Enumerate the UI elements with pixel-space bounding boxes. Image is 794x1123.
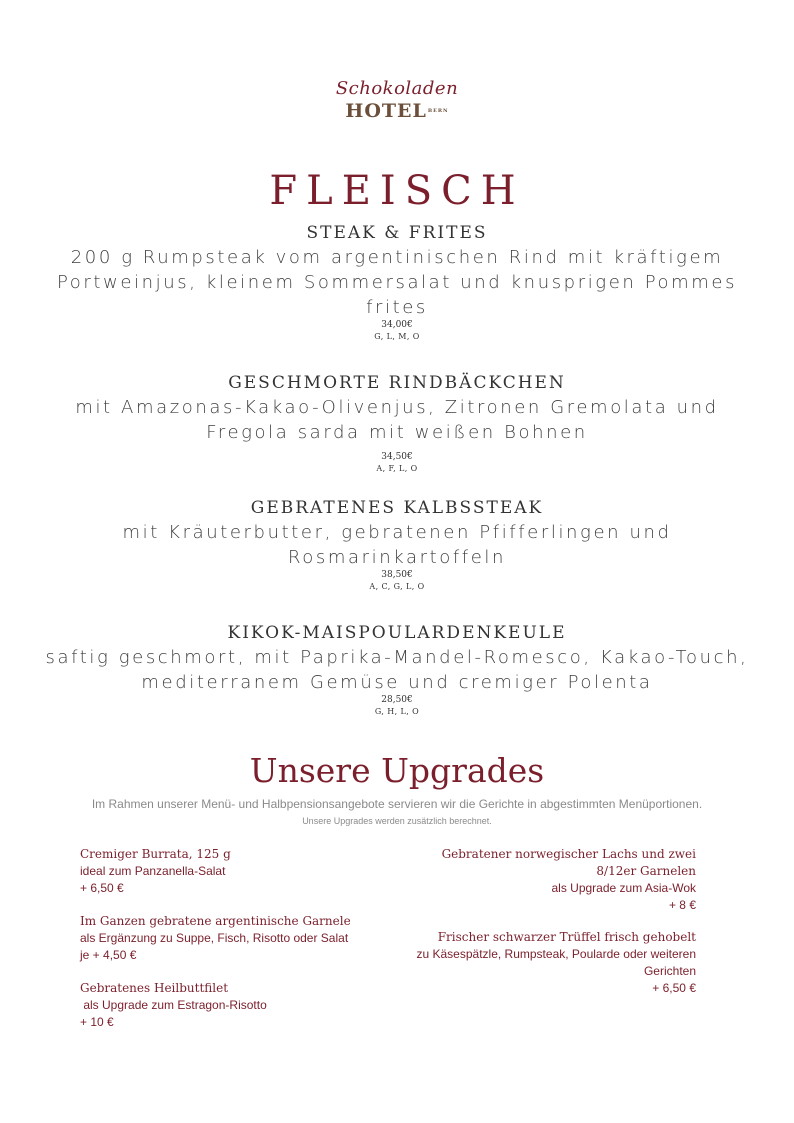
dish-kalbssteak xyxy=(40,496,754,592)
dish-price: 34,50€ xyxy=(381,452,413,462)
upgrades-note: Im Rahmen unserer Menü- und Halbpensionsangebote servieren wir die Gerichte in abgestimmten Menüportionen. xyxy=(91,797,703,811)
dish-name: STEAK & FRITES xyxy=(306,223,488,243)
upgrade-description: als Upgrade zum Estragon-Risotto xyxy=(80,998,267,1012)
upgrades-left-column xyxy=(80,846,390,1031)
upgrade-name: Im Ganzen gebratene argentinische Garnele xyxy=(80,914,351,928)
dish-maispoularde xyxy=(40,621,754,717)
upgrade-item xyxy=(366,929,696,997)
upgrade-name: Gebratener norwegischer Lachs und zwei 8/12er Garnelen xyxy=(441,847,696,878)
dish-description: mit Amazonas-Kakao-Olivenjus, Zitronen Gremolata und Fregola sarda mit weißen Bohnen xyxy=(75,397,719,443)
upgrades-surcharge-note: Unsere Upgrades werden zusätzlich berechnet. xyxy=(302,816,492,826)
upgrade-price: + 10 € xyxy=(80,1015,114,1029)
upgrade-item xyxy=(80,846,390,897)
upgrade-item xyxy=(80,913,390,964)
dish-description: mit Kräuterbutter, gebratenen Pfifferlingen und Rosmarinkartoffeln xyxy=(122,522,672,568)
upgrade-description: als Ergänzung zu Suppe, Fisch, Risotto oder Salat xyxy=(80,931,349,945)
dish-description: saftig geschmort, mit Paprika-Mandel-Romesco, Kakao-Touch, mediterranem Gemüse und cremiger Polenta xyxy=(45,647,749,693)
logo-hotel-sup: BERN xyxy=(427,108,449,114)
dish-steak-frites xyxy=(40,221,754,342)
page-title: FLEISCH xyxy=(269,168,525,214)
upgrades-right-column xyxy=(366,846,696,997)
upgrade-price: je + 4,50 € xyxy=(80,948,137,962)
dish-price: 34,00€ xyxy=(381,320,413,330)
upgrades-title: Unsere Upgrades xyxy=(249,751,545,790)
upgrade-name: Cremiger Burrata, 125 g xyxy=(80,847,231,861)
upgrade-description: zu Käsespätzle, Rumpsteak, Poularde oder weiteren Gerichten xyxy=(416,947,696,978)
upgrade-price: + 6,50 € xyxy=(80,881,124,895)
upgrade-item xyxy=(80,980,390,1031)
dish-allergens: G, L, M, O xyxy=(374,332,420,341)
upgrade-price: + 6,50 € xyxy=(652,981,696,995)
dish-name: GEBRATENES KALBSSTEAK xyxy=(250,498,544,518)
upgrade-description: als Upgrade zum Asia-Wok xyxy=(551,881,696,895)
logo-script-text: Schokoladen xyxy=(335,78,459,99)
upgrade-name: Gebratenes Heilbuttfilet xyxy=(80,981,229,995)
upgrade-description: ideal zum Panzanella-Salat xyxy=(80,864,226,878)
dish-name: GESCHMORTE RINDBÄCKCHEN xyxy=(228,373,566,393)
upgrade-price: + 8 € xyxy=(668,898,696,912)
dish-allergens: A, F, L, O xyxy=(376,464,418,473)
hotel-logo xyxy=(0,78,794,122)
upgrade-item xyxy=(366,846,696,914)
dish-price: 28,50€ xyxy=(381,695,413,705)
logo-hotel-text xyxy=(0,100,794,122)
dish-allergens: A, C, G, L, O xyxy=(369,582,425,591)
dish-name: KIKOK-MAISPOULARDENKEULE xyxy=(227,623,567,643)
dish-allergens: G, H, L, O xyxy=(374,707,420,716)
dish-description: 200 g Rumpsteak vom argentinischen Rind mit kräftigem Portweinjus, kleinem Sommersalat und knusprigen Pommes frites xyxy=(56,247,738,318)
dish-price: 38,50€ xyxy=(381,570,413,580)
dish-rindbaeckchen xyxy=(40,371,754,474)
logo-hotel-word: HOTEL xyxy=(345,100,427,122)
upgrade-name: Frischer schwarzer Trüffel frisch gehobelt xyxy=(437,930,696,944)
